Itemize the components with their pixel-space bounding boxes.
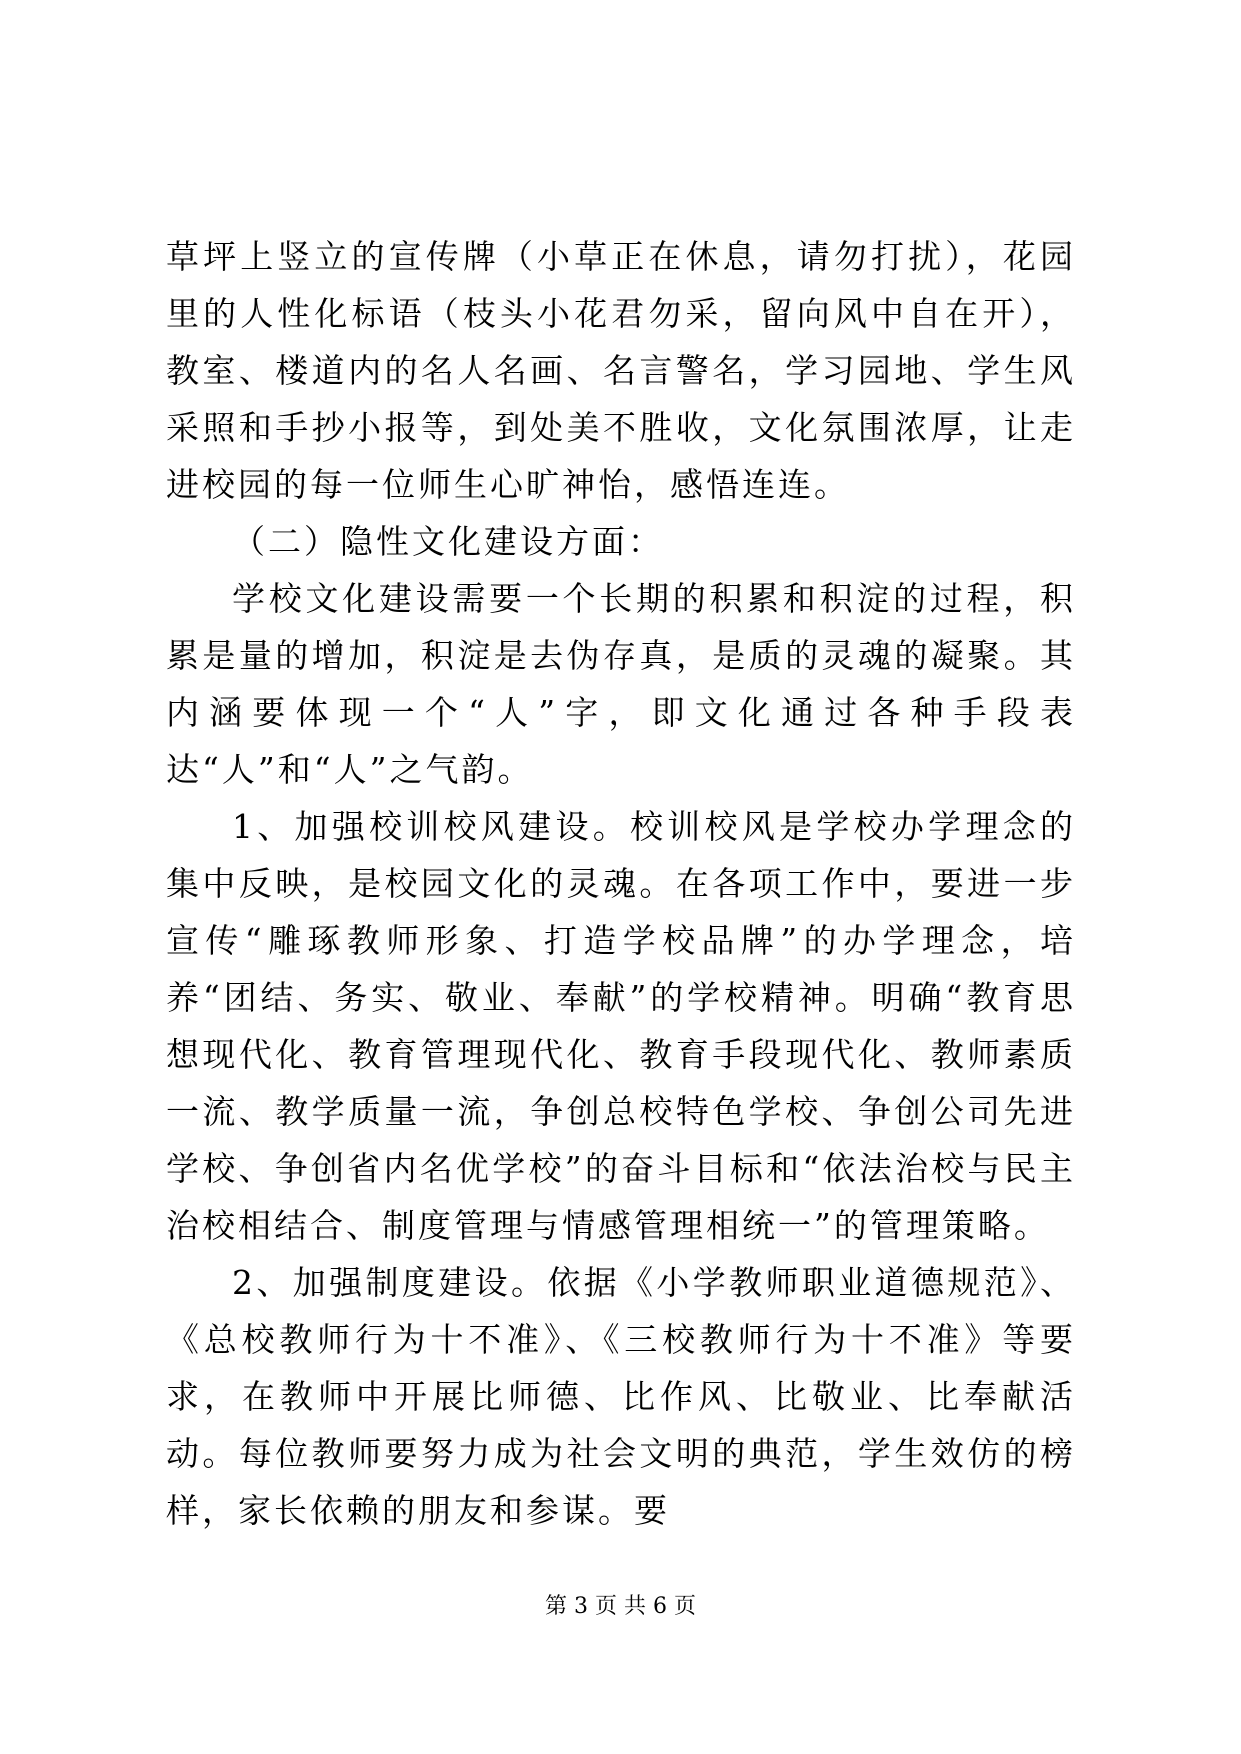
- paragraph-item-1: 1、加强校训校风建设。校训校风是学校办学理念的集中反映，是校园文化的灵魂。在各项工作中，要进一步宣传“雕琢教师形象、打造学校品牌”的办学理念，培养“团结、务实、敬业、奉献”的学校精神。明确“教育思想现代化、教育管理现代化、教育手段现代化、教师素质一流、教学质量一流，争创总校特色学校、争创公司先进学校、争创省内名优学校”的奋斗目标和“依法治校与民主治校相结合、制度管理与情感管理相统一”的管理策略。: [166, 807, 1076, 1245]
- paragraph-continuation: 草坪上竖立的宣传牌（小草正在休息，请勿打扰），花园里的人性化标语（枝头小花君勿采，留向风中自在开），教室、楼道内的名人名画、名言警名，学习园地、学生风采照和手抄小报等，到处美不胜收，文化氛围浓厚，让走进校园的每一位师生心旷神怡，感悟连连。: [166, 237, 1076, 504]
- page-footer: [0, 1592, 1241, 1622]
- paragraph-intro: 学校文化建设需要一个长期的积累和积淀的过程，积累是量的增加，积淀是去伪存真，是质的灵魂的凝聚。其内涵要体现一个“人”字，即文化通过各种手段表达“人”和“人”之气韵。: [166, 579, 1076, 789]
- paragraph-item-2: 2、加强制度建设。依据《小学教师职业道德规范》、《总校教师行为十不准》、《三校教师行为十不准》等要求，在教师中开展比师德、比作风、比敬业、比奉献活动。每位教师要努力成为社会文明的典范，学生效仿的榜样，家长依赖的朋友和参谋。要: [166, 1263, 1076, 1530]
- page-number: 第 3 页 共 6 页: [545, 1594, 696, 1619]
- section-heading: （二）隐性文化建设方面：: [232, 522, 664, 561]
- document-body: [166, 228, 1076, 1539]
